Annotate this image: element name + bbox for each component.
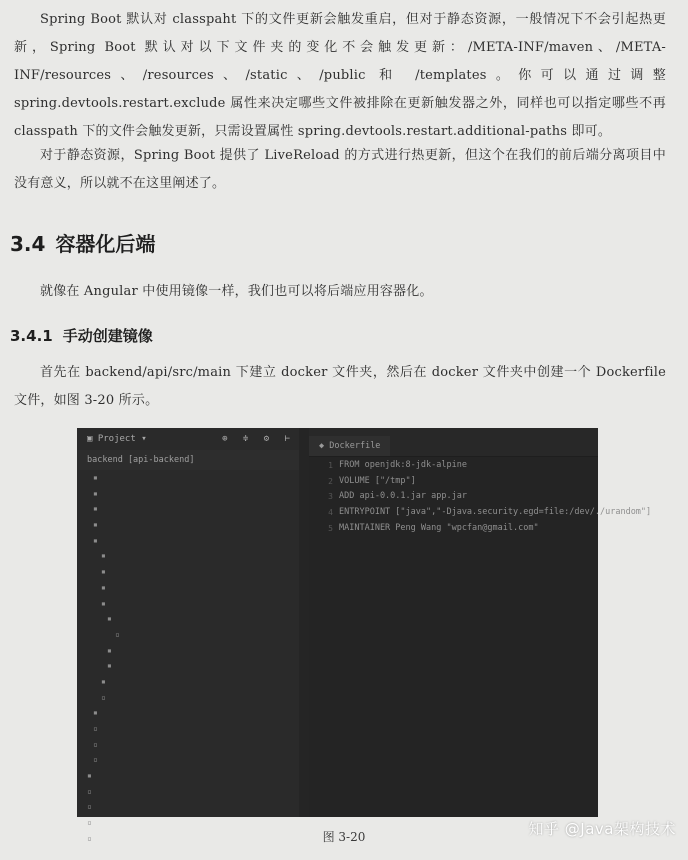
tree-row xyxy=(77,705,299,721)
tab-dockerfile: ◆ Dockerfile xyxy=(309,436,390,456)
editor-tab-bar xyxy=(309,428,598,457)
toolbar-icons: ⊕ ≑ ⚙ ⊢ xyxy=(222,434,295,444)
tree-row xyxy=(77,501,299,517)
section-title: 容器化后端 xyxy=(55,232,156,256)
tree-row xyxy=(77,611,299,627)
code-line: MAINTAINER Peng Wang "wpcfan@gmail.com" xyxy=(339,522,539,533)
folder-icon: ▪ xyxy=(101,582,106,592)
folder-icon: ▪ xyxy=(87,771,92,781)
line-numbers: 1 2 3 4 5 xyxy=(328,461,333,533)
tree-row xyxy=(77,643,299,659)
tree-row xyxy=(77,658,299,674)
subsection-heading xyxy=(10,325,153,346)
watermark: 知乎 @Java架构技术 xyxy=(528,820,676,838)
project-panel xyxy=(77,428,300,843)
tree-row xyxy=(77,470,299,486)
folder-icon: ▪ xyxy=(93,535,98,545)
project-label: ▣ Project ▾ xyxy=(87,434,147,444)
file-icon: ▫ xyxy=(87,833,92,843)
folder-icon: ▪ xyxy=(107,614,112,624)
folder-icon: ▪ xyxy=(101,598,106,608)
tree-row xyxy=(77,564,299,580)
file-icon: ▫ xyxy=(93,724,98,733)
folder-icon: ▪ xyxy=(107,645,112,655)
folder-icon: ▪ xyxy=(101,551,106,561)
code-line: FROM openjdk:8-jdk-alpine xyxy=(339,460,467,470)
tree-row xyxy=(77,627,299,643)
folder-icon: ▪ xyxy=(101,567,106,577)
project-toolbar xyxy=(77,428,299,450)
tree-row xyxy=(77,548,299,564)
tree-row xyxy=(77,690,299,706)
code-editor xyxy=(339,458,652,536)
folder-icon: ▪ xyxy=(101,676,106,686)
tree-row xyxy=(77,486,299,502)
tree-row xyxy=(77,674,299,690)
folder-icon: ▪ xyxy=(93,708,98,718)
paragraph-containerize-intro: 就像在 Angular 中使用镜像一样，我们也可以将后端应用容器化。 xyxy=(40,284,433,299)
tree-row xyxy=(77,580,299,596)
file-icon: ▫ xyxy=(93,755,98,765)
code-line: ADD api-0.0.1.jar app.jar xyxy=(339,491,467,502)
subsection-title: 手动创建镜像 xyxy=(62,327,153,345)
code-line: VOLUME ["/tmp"] xyxy=(339,475,416,486)
tree-row xyxy=(77,784,299,800)
paragraph-livereload: 对于静态资源，Spring Boot 提供了 LiveReload 的方式进行热更新，但这个在我们的前后端分离项目中没有意义，所以就不在这里阐述了。 xyxy=(14,148,666,191)
folder-icon: ▪ xyxy=(93,488,98,498)
folder-icon: ▣ xyxy=(87,434,98,444)
tree-row xyxy=(77,799,299,815)
file-icon: ▫ xyxy=(101,692,106,702)
file-icon: ▫ xyxy=(115,629,120,639)
subsection-number: 3.4.1 xyxy=(10,327,53,345)
paragraph-devtools-restart: Spring Boot 默认对 classpaht 下的文件更新会触发重启，但对于静态资源，一般情况下不会引起热更新，Spring Boot 默认对以下文件夹的变化不会触发更新：/META-INF/maven、/META-INF/resources、/resources、/static、/public 和 /templates。你可以通过调整 spring.devtools.restart.exclude 属性来决定哪些文件被排除在更新触发器之外，同样也可以指定哪些不再 classpath 下的文件会触发更新，只需设置属性 spring.devtools.restart.additional-paths 即可。 xyxy=(14,12,666,139)
folder-icon: ▪ xyxy=(93,473,98,482)
folder-icon: ▪ xyxy=(93,504,98,514)
section-number: 3.4 xyxy=(10,232,46,256)
docker-file-icon: ◆ xyxy=(319,441,330,451)
figure-caption: 图 3-20 xyxy=(322,830,366,844)
file-icon: ▫ xyxy=(87,802,92,812)
file-icon: ▫ xyxy=(87,786,92,796)
file-icon: ▫ xyxy=(87,818,92,828)
project-root-path: backend [api-backend] xyxy=(77,450,299,470)
paragraph-create-dockerfile: 首先在 backend/api/src/main 下建立 docker 文件夹，然后在 docker 文件夹中创建一个 Dockerfile 文件，如图 3-20 所示。 xyxy=(14,365,666,408)
tree-row xyxy=(77,596,299,612)
panel-divider xyxy=(299,428,309,817)
tree-row xyxy=(77,517,299,533)
code-line: ENTRYPOINT ["java","-Djava.security.egd=file:/dev/./urandom"] xyxy=(339,507,652,518)
folder-icon: ▪ xyxy=(93,520,98,530)
editor-panel xyxy=(309,428,652,817)
chevron-down-icon: ▾ xyxy=(135,434,147,444)
tree-row xyxy=(77,533,299,549)
tree-row xyxy=(77,752,299,768)
tree-row xyxy=(77,721,299,737)
file-tree xyxy=(77,470,299,847)
folder-icon: ▪ xyxy=(107,661,112,671)
section-heading xyxy=(10,228,155,257)
tree-row xyxy=(77,768,299,784)
file-icon: ▫ xyxy=(93,739,98,749)
tree-row xyxy=(77,737,299,753)
